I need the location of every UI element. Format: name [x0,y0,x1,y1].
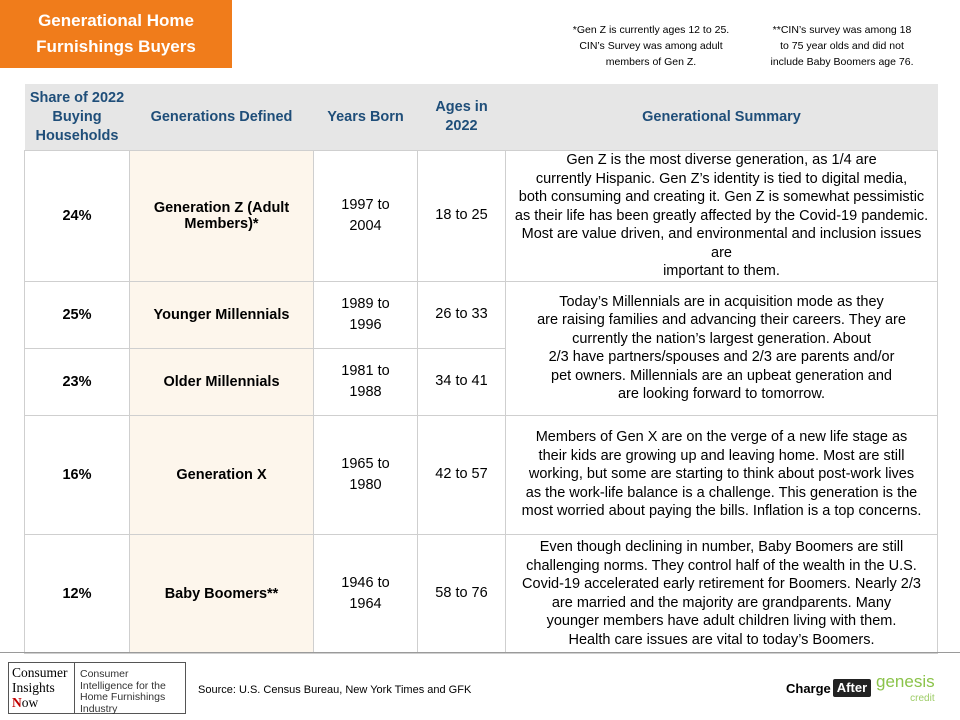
generation-cell: Baby Boomers** [130,534,314,653]
years-cell: 1965 to 1980 [314,415,418,534]
genesis-sub: credit [910,693,935,704]
share-cell: 23% [25,348,130,415]
source-text: Source: U.S. Census Bureau, New York Times and GFK [198,684,472,696]
cin-logo-ow: ow [21,695,39,710]
ages-cell: 26 to 33 [418,281,506,348]
generation-cell: Younger Millennials [130,281,314,348]
table-row [25,151,938,282]
consumer-insights-now-logo [8,662,186,714]
table-header-row [25,84,938,151]
cin-logo-line-3 [12,695,74,710]
title-line-1: Generational Home [38,11,194,30]
years-cell: 1997 to 2004 [314,151,418,282]
boomers-footnote: **CIN’s survey was among 18 to 75 year olds and did not include Baby Boomers age 76. [770,24,914,68]
cin-logo-wordmark [9,663,75,713]
share-cell: 24% [25,151,130,282]
title-line-2: Furnishings Buyers [36,37,196,56]
table-row [25,534,938,653]
table-row [25,281,938,348]
summary-cell: Even though declining in number, Baby Boomers are still challenging norms. They control half of the wealth in the U.S. Covid-19 accelerated early retirement for Boomers. Nearly 2/3 are married and the majority are grandparents. Many younger members have adult children living with them. Health care issues are vital to today’s Boomers. [506,534,938,653]
generation-cell: Older Millennials [130,348,314,415]
cin-logo-line-2: Insights [12,680,55,695]
chargeafter-logo [786,679,871,697]
cin-logo-line-1: Consumer [12,665,68,680]
ages-cell: 58 to 76 [418,534,506,653]
title-banner [0,0,232,68]
share-cell: 12% [25,534,130,653]
share-cell: 16% [25,415,130,534]
header-share: Share of 2022 Buying Households [25,84,130,151]
years-cell: 1981 to 1988 [314,348,418,415]
cin-logo-n: N [12,695,22,710]
chargeafter-after: After [833,679,871,697]
generations-table [24,84,938,654]
generation-cell: Generation X [130,415,314,534]
header-generation: Generations Defined [130,84,314,151]
table-row [25,415,938,534]
summary-cell: Today’s Millennials are in acquisition mode as they are raising families and advancing their careers. They are currently the nation’s largest generation. About 2/3 have partners/spouses and 2/3 are parents and/or pet owners. Millennials are an upbeat generation and are looking forward to tomorrow. [506,281,938,415]
generation-cell: Generation Z (Adult Members)* [130,151,314,282]
header-years: Years Born [314,84,418,151]
genesis-credit-logo [876,674,935,707]
genesis-name: genesis [876,672,935,691]
years-cell: 1946 to 1964 [314,534,418,653]
share-cell: 25% [25,281,130,348]
gen-z-footnote: *Gen Z is currently ages 12 to 25. CIN’s Survey was among adult members of Gen Z. [572,24,730,68]
summary-cell: Gen Z is the most diverse generation, as 1/4 are currently Hispanic. Gen Z’s identity is tied to digital media, both consuming and creating it. Gen Z is somewhat pessimistic as their life has been greatly affected by the Covid-19 pandemic. Most are value driven, and environmental and inclusion issues are important to them. [506,151,938,282]
header-ages: Ages in 2022 [418,84,506,151]
ages-cell: 18 to 25 [418,151,506,282]
ages-cell: 34 to 41 [418,348,506,415]
chargeafter-charge: Charge [786,680,831,696]
years-cell: 1989 to 1996 [314,281,418,348]
summary-cell: Members of Gen X are on the verge of a new life stage as their kids are growing up and leaving home. Most are still working, but some are starting to think about post-work lives as the work-life balance is a challenge. This generation is the most worried about paying the bills. Inflation is a top concerns. [506,415,938,534]
ages-cell: 42 to 57 [418,415,506,534]
header-summary: Generational Summary [506,84,938,151]
footer-divider [0,652,960,653]
cin-logo-tagline: Consumer Intelligence for the Home Furnishings Industry [80,668,166,715]
